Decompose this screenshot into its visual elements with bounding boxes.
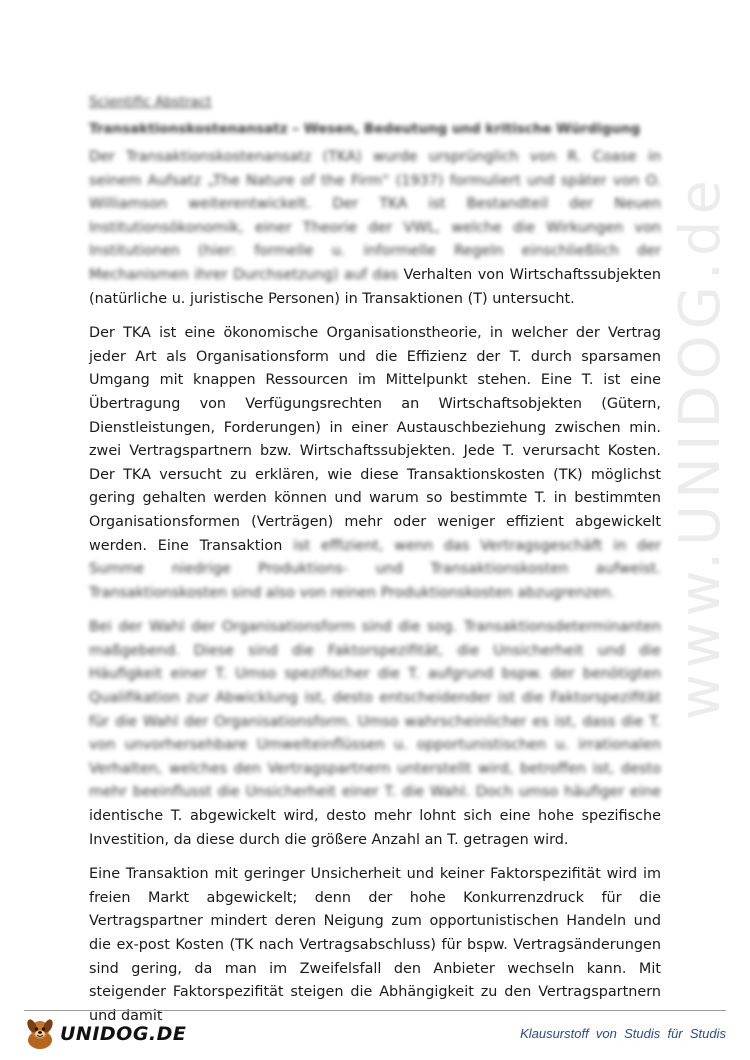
paragraph-4 bbox=[89, 863, 661, 1028]
paragraph-3 bbox=[89, 616, 661, 852]
blurred-text: ist effizient, wenn das Vertragsgeschäft in der Summe niedrige Produktions- und Transaktionskosten aufweist. Transaktionskosten sind also von reinen Produktionskosten abzugrenzen. bbox=[89, 537, 662, 601]
paragraph-2 bbox=[89, 322, 661, 605]
blurred-text: Bei der Wahl der Organisationsform sind die sog. Transaktionsdeterminanten maßgebend. Diese sind die Faktorspezifität, die Unsicherheit und die Häufigkeit einer T. Umso spezifischer die T. aufgrund bspw. der benötigten Qualifikation zur Abwicklung ist, desto entscheidender ist die Faktorspezifität für die Wahl der Organisationsform. Umso wahrscheinlicher es ist, dass die T. von unvorhersehbare Umwelteinflüssen u. opportunistischen u. irrationalen Verhalten, welches den Vertragspartnern unterstellt wird, betroffen ist, desto mehr beeinflusst die Unsicherheit einer T. die Wahl. Doch umso häufiger eine bbox=[89, 619, 661, 801]
document-heading: Transaktionskostenansatz – Wesen, Bedeutung und kritische Würdigung bbox=[89, 121, 641, 137]
footer-divider bbox=[24, 1010, 726, 1011]
footer-tagline: Klausurstoff von Studis für Studis bbox=[520, 1026, 726, 1041]
clear-text: Der TKA ist eine ökonomische Organisationstheorie, in welcher der Vertrag jeder Art als Organisationsform und die Effizienz der T. durch sparsamen Umgang mit knappen Ressourcen im Mittelpunkt stehen. Eine T. ist eine Übertragung von Verfügungsrechten an Wirtschaftsobjekten (Gütern, Dienstleistungen, Forderungen) in einer Austauschbeziehung zwischen min. zwei Vertragspartnern bzw. Wirtschaftssubjekten. Jede T. verursacht Kosten. Der TKA versucht zu erklären, wie diese Transaktionskosten (TK) möglichst gering gehalten werden können und warum so bestimmte T. in bestimmten Organisationsformen (Verträgen) mehr oder weniger effizient abgewickelt werden. Eine Transaktion bbox=[89, 325, 661, 554]
clear-text: Verhalten von Wirtschaftssubjekten (natürliche u. juristische Personen) in Transaktionen (T) untersucht. bbox=[89, 266, 661, 307]
logo-text: UNIDOG.DE bbox=[60, 1023, 187, 1045]
blurred-text: Der Transaktionskostenansatz (TKA) wurde ursprünglich von R. Coase in seinem Aufsatz „The Nature of the Firm“ (1937) formuliert und später von O. Williamson weiterentwickelt. Der TKA ist Bestandteil der Neuen Institutionsökonomik, einer Theorie der VWL, welche die Wirkungen von Institutionen (hier: formelle u. informelle Regeln einschließlich der Mechanismen ihrer Durchsetzung) auf das bbox=[89, 149, 661, 283]
section-label: Scientific Abstract bbox=[89, 94, 212, 110]
clear-text: Eine Transaktion mit geringer Unsicherheit und keiner Faktorspezifität wird im freien Markt abgewickelt; denn der hohe Konkurrenzdruck für die Vertragspartner mindert deren Neigung zum opportunistischen Handeln und die ex-post Kosten (TK nach Vertragsabschluss) für bspw. Vertragsänderungen sind gering, da man im Zweifelsfall den Anbieter wechseln kann. Mit steigender Faktorspezifität steigen die Abhängigkeit zu den Vertragspartnern und damit bbox=[89, 866, 661, 1024]
paragraph-1 bbox=[89, 146, 661, 311]
unidog-logo[interactable] bbox=[22, 1016, 186, 1052]
clear-text: identische T. abgewickelt wird, desto mehr lohnt sich eine hohe spezifische Investition, da diese durch die größere Anzahl an T. getragen wird. bbox=[89, 808, 661, 848]
watermark: www.UNIDOG.de bbox=[668, 174, 733, 720]
document-body bbox=[89, 92, 661, 1039]
dog-mascot-icon bbox=[22, 1016, 58, 1052]
